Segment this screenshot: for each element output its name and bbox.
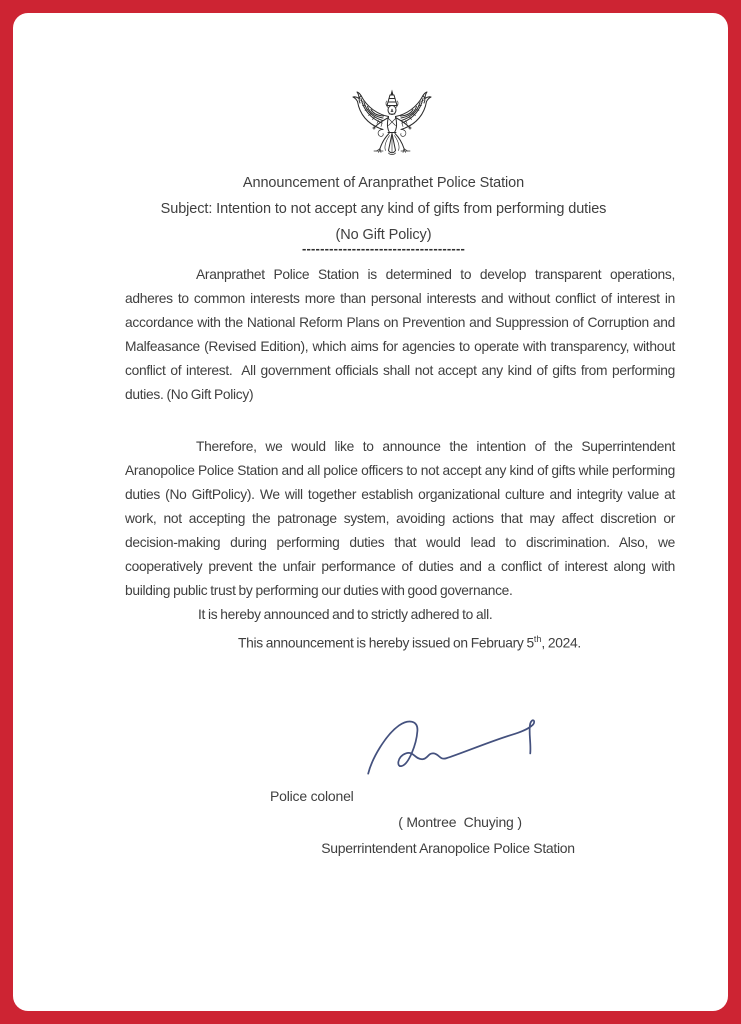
subject-line: Subject: Intention to not accept any kind of gifts from performing duties: [160, 201, 607, 217]
document-sheet: [13, 13, 728, 1011]
paragraph-1: Aranprathet Police Station is determined to develop transparent operations, adheres to common interests more than personal interests and without conflict of interest in accordance with the National Reform Plans on Prevention and Suppression of Corruption and Malfeasance (Revised Edition), which aims for agencies to operate with transparency, without conflict of interest. All government officials shall not accept any kind of gifts from performing duties. (No Gift Policy): [125, 267, 678, 402]
policy-line: (No Gift Policy): [335, 227, 432, 243]
signatory-name: ( Montree Chuying ): [398, 814, 522, 830]
announcement-title: Announcement of Aranprathet Police Station: [242, 175, 525, 191]
document-body: [125, 263, 678, 656]
signatory-position: Superrintendent Aranopolice Police Station: [321, 840, 575, 856]
dashed-divider: ------------------------------------: [301, 241, 466, 256]
issued-date-ordinal: th: [533, 634, 542, 644]
paragraph-2: Therefore, we would like to announce the intention of the Superrintendent Aranopolice Police Station and all police officers to not accept any kind of gifts while performing duties (No GiftPolicy). We will together establish organizational culture and integrity value at work, not accepting the patronage system, avoiding actions that may affect discretion or decision-making during performing duties that would lead to discrimination. Also, we cooperatively prevent the unfair performance of duties and a conflict of interest along with building public trust by performing our duties with good governance.: [125, 439, 678, 598]
issued-date-text: This announcement is hereby issued on February 5: [238, 635, 534, 651]
issued-date-line: [125, 627, 675, 656]
signatory-rank: Police colonel: [270, 788, 354, 804]
announced-line: It is hereby announced and to strictly adhered to all.: [198, 607, 493, 622]
handwritten-signature: [356, 710, 554, 792]
issued-date-year: , 2024.: [541, 635, 581, 651]
document-header: [13, 170, 741, 248]
garuda-emblem-icon: [347, 76, 437, 169]
